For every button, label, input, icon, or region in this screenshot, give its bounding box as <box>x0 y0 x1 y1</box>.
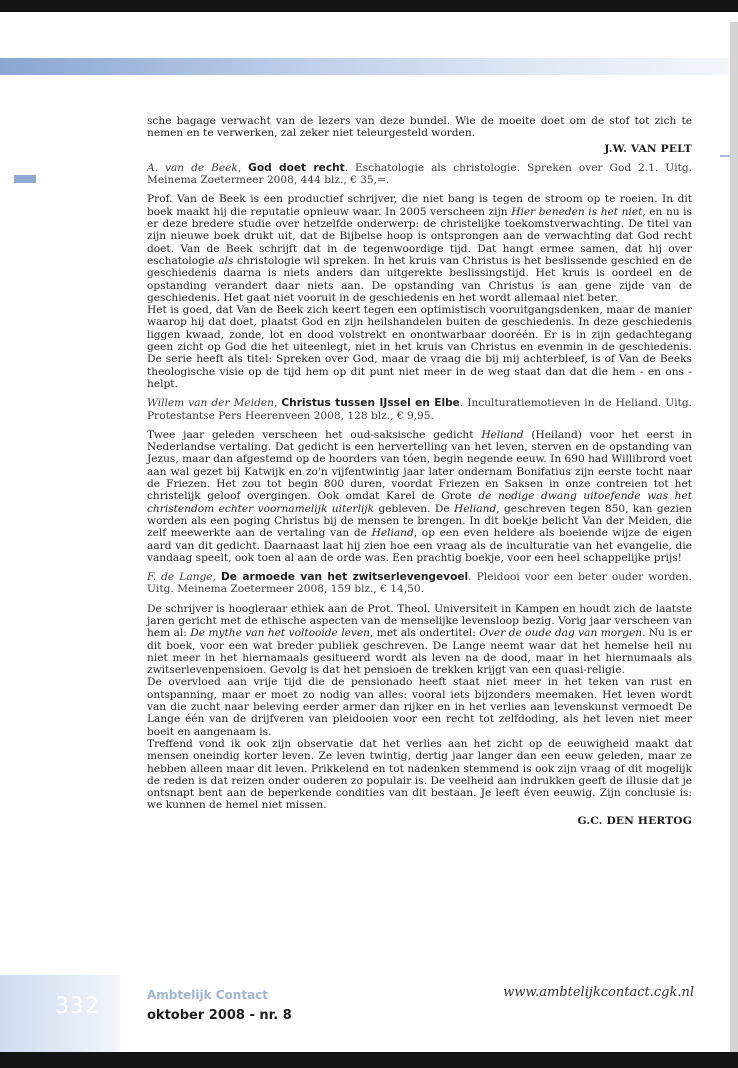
journal-name: Ambtelijk Contact <box>147 988 269 1002</box>
text-run: christologie wil spreken. In het kruis van Christus is het beslissende geschied en de geschiedenis daarna is niets anders dan uitgerekte beslissingstijd. Het kruis is oordeel en de opstanding verandert daar niets aan. De opstanding van Christus is aan gene zijde van de geschiedenis. Het gaat niet vooruit in de geschiedenis en het wordt allemaal niet beter. <box>147 254 692 304</box>
signature-den-hertog: G.C. DEN HERTOG <box>577 814 692 827</box>
right-margin-rule <box>720 155 730 157</box>
issue-label: oktober 2008 - nr. 8 <box>147 1008 292 1023</box>
text-run: Twee jaar geleden verscheen het oud-saksische gedicht <box>147 428 482 441</box>
text-run: Prof. Van de Beek is een productief schrijver, die niet bang is tegen de stroom op te roeien. In dit boek maakt hij die reputatie opnieuw waar. In 2005 verscheen zijn <box>147 193 692 218</box>
subtitle-italic: Over de oude dag van morgen <box>479 627 643 640</box>
review-3-paragraph-1 <box>147 603 692 677</box>
review-1-paragraph-2: Het is goed, dat Van de Beek zich keert tegen een optimistisch vooruitgangsdenken, maar de manier waarop hij dat doet, plaatst God en zijn heilshandelen buiten de geschiedenis. In deze geschiedenis liggen kwaad, zonde, lot en dood volstrekt en onontwarbaar dooréén. Er is in zijn gedachtegang geen zicht op God die het uiteenlegt, niet in het kruis van Christus en evenmin in de geschiedenis. De serie heeft als titel: Spreken over God, maar de vraag die bij mij achterbleef, is of Van de Beeks theologische visie op de tijd hem op dit punt niet meer in de weg staat dan dat die hem - en ons - helpt. <box>147 304 692 390</box>
review-2-reference: Willem van der Meiden, Christus tussen IJssel en Elbe. Inculturatiemotieven in de Heliand. Uitg. Protestantse Pers Heerenveen 2008, 128 blz., € 9,95. <box>147 397 692 422</box>
text-run: . Nu is er dit boek, voor een wat breder publiek geschreven. De Lange neemt waar dat het hemelse heil nu niet meer in het hiernamaals gesitueerd wordt als leven na de dood, maar in het hiernumaals als zwitserlevenpensioen. Gevolg is dat het pensioen de trekken krijgt van een quasi-religie. <box>147 627 692 677</box>
review-3-author: F. de Lange <box>147 571 213 584</box>
review-3-reference: F. de Lange, De armoede van het zwitserlevengevoel. Pleidooi voor een beter ouder worden. Uitg. Meinema Zoetermeer 2008, 159 blz., € 14,50. <box>147 571 693 596</box>
review-3-paragraph-2: De overvloed aan vrije tijd die de pensionado heeft staat niet meer in het teken van rust en ontspanning, maar er moet zo nodig van alles: vooral iets bijzonders meemaken. Het leven wordt van die zucht naar beleving eerder armer dan rijker en in het verlies aan levenskunst vermoedt De Lange één van de drijfveren van pleidooien voor een recht tot zelfdoding, als het leven niet meer boeit en aangenaam is. <box>147 676 692 738</box>
review-2-title: Christus tussen IJssel en Elbe <box>281 397 460 410</box>
review-1-details: . Eschatologie als christologie. Spreken over God 2.1. Uitg. Meinema Zoetermeer 2008, 444 blz., € 35,=. <box>147 161 692 187</box>
website-url: www.ambtelijkcontact.cgk.nl <box>503 985 694 1000</box>
review-2-paragraph <box>147 429 692 564</box>
text-run: , geschreven tegen 850, kan gezien worden als een poging Christus bij de mensen te brengen. In dit boekje belicht Van der Meiden, die zelf meewerkte aan de vertaling van de <box>147 502 692 540</box>
review-3-details: . Pleidooi voor een beter ouder worden. Uitg. Meinema Zoetermeer 2008, 159 blz., € 14,50. <box>147 571 693 596</box>
text-run: , op een even heldere als boeiende wijze de eigen aard van dit gedicht. Daarnaast laat hij zien hoe een vraag als de inculturatie van het evangelie, die vandaag speelt, ook toen al aan de orde was. Een prachtig boekje, voor een heel schappelijke prijs! <box>147 527 692 564</box>
signature-van-pelt: J.W. VAN PELT <box>604 142 692 155</box>
text-run: , en nu is er deze bredere studie over hetzelfde onderwerp: de christelijke toekomstverwachting. De titel van zijn nieuwe boek drukt uit, dat de Bijbelse hoop is ontsprongen aan de verwachting dat God recht doet. Van de Beek schrijft dat in de tegenwoordige tijd. Dat hangt ermee samen, dat hij over eschatologie <box>147 205 692 267</box>
book-title-italic: Hier beneden is het niet <box>511 205 643 218</box>
article-body <box>147 115 692 827</box>
review-1-reference: A. van de Beek, God doet recht. Eschatologie als christologie. Spreken over God 2.1. Uitg. Meinema Zoetermeer 2008, 444 blz., € 35,=. <box>147 161 692 187</box>
side-tab-marker <box>14 175 36 183</box>
italic-word: als <box>218 254 234 267</box>
italic-word: Heliand <box>371 527 414 540</box>
scan-right-edge <box>730 22 738 1052</box>
intro-paragraph: sche bagage verwacht van de lezers van deze bundel. Wie de moeite doet om de stof tot zich te nemen en te verwerken, zal zeker niet teleurgesteld worden. <box>147 115 692 140</box>
review-3-paragraph-3: Treffend vond ik ook zijn observatie dat het verlies aan het zicht op de eeuwigheid maakt dat mensen oneindig korter leven. Ze leven twintig, dertig jaar langer dan een eeuw geleden, maar ze hebben alleen maar dit leven. Prikkelend en tot nadenken stemmend is ook zijn vraag of dit mogelijk de reden is dat reizen onder ouderen zo populair is. De veelheid aan indrukken geeft de illusie dat je ontsnapt bent aan de beperkende condities van dit bestaan. Je leeft éven eeuwig. Zijn conclusie is: we kunnen de hemel niet missen. <box>147 737 692 812</box>
review-1-paragraph-1 <box>147 193 692 304</box>
text-run: (Heiland) voor het eerst in Nederlandse vertaling. Dat gedicht is een hervertelling van het leven, sterven en de opstanding van Jezus, maar dan afgestemd op de hoorders van tóen, begin negende eeuw. In 690 had Willibrord voet aan wal gezet bij Katwijk en zo'n vijfentwintig jaar later ondernam Bonifatius zijn eerste tocht naar de Friezen. Het zou tot begin 800 duren, voordat Friezen en Saksen in onze contreien tot het christelijk geloof overgingen. Ook omdat Karel de Grote <box>147 428 692 503</box>
review-1-author: A. van de Beek <box>147 161 238 174</box>
page-number: 332 <box>55 994 100 1019</box>
italic-word: Heliand <box>481 428 524 441</box>
scan-top-border <box>0 0 738 12</box>
review-2-details: . Inculturatiemotieven in de Heliand. Uitg. Protestantse Pers Heerenveen 2008, 128 blz., € 9,95. <box>147 397 692 422</box>
italic-phrase: de nodige dwang uitoefende was het christendom echter voornamelijk uiterlijk <box>147 490 692 515</box>
scan-bottom-border <box>0 1052 738 1068</box>
text-run: gebleven. De <box>374 502 455 515</box>
book-title-italic: De mythe van het voltooide leven <box>190 627 370 640</box>
italic-word: Heliand <box>454 502 497 515</box>
review-3-title: De armoede van het zwitserlevengevoel <box>220 571 469 584</box>
header-color-bar <box>0 58 728 75</box>
review-1-title: God doet recht <box>248 161 345 174</box>
text-run: De schrijver is hoogleraar ethiek aan de Prot. Theol. Universiteit in Kampen en houdt zich de laatste jaren gericht met de ethische aspecten van de menselijke levensloop bezig. Vorig jaar verscheen van hem al: <box>147 602 692 640</box>
text-run: , met als ondertitel: <box>370 627 480 640</box>
review-2-author: Willem van der Meiden <box>147 397 274 410</box>
